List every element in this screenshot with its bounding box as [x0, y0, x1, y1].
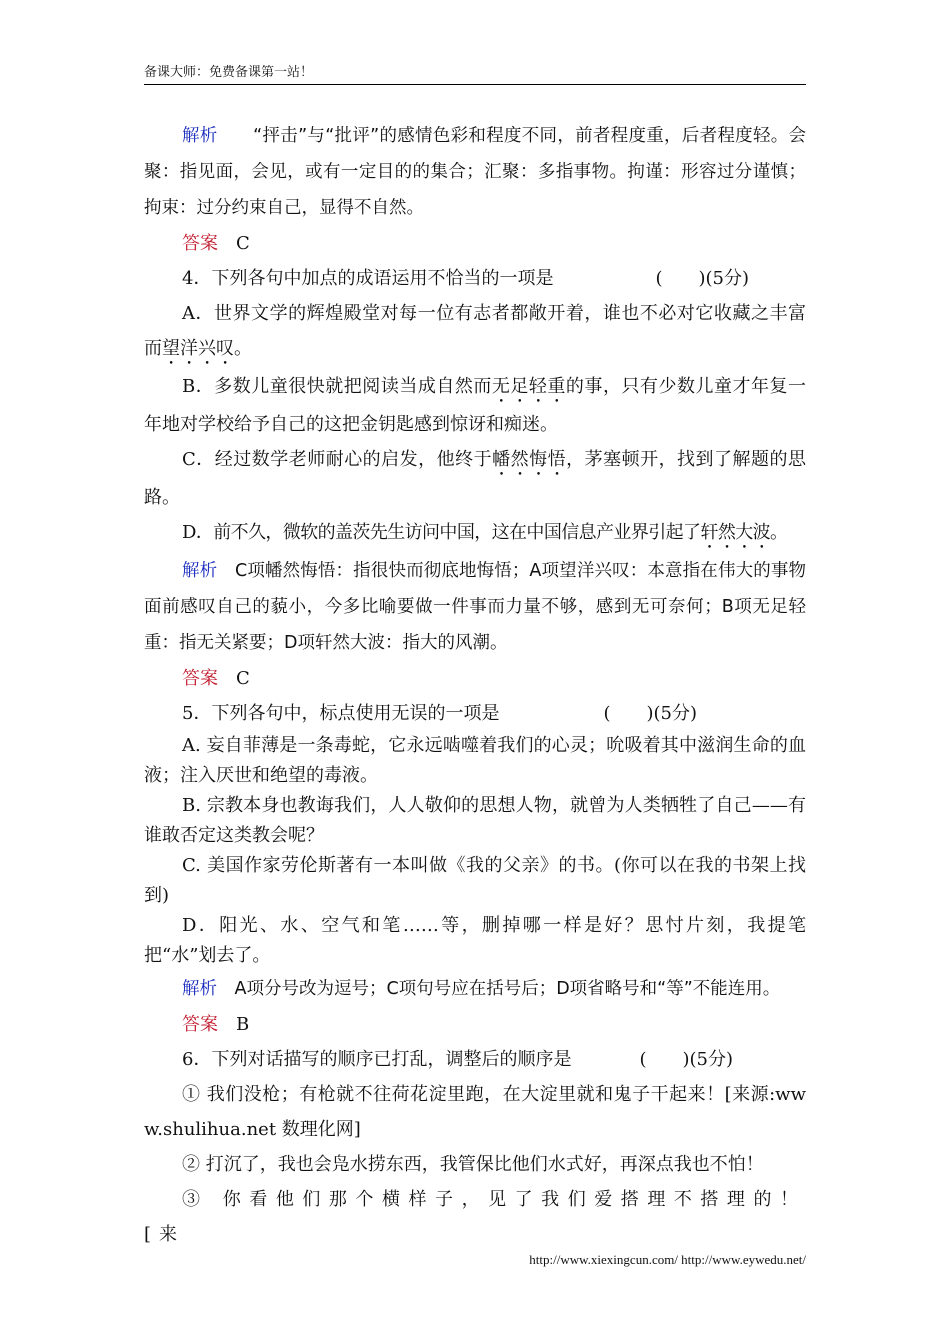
emphasized-idiom: 轩然大波	[700, 522, 771, 543]
q5-answer	[144, 1007, 806, 1042]
q5-score: ( )(5分)	[603, 703, 697, 724]
answer-label: 答案	[182, 668, 218, 689]
q5-answer-value: B	[236, 1014, 250, 1035]
q6-sentence-2: ② 打沉了，我也会凫水捞东西，我管保比他们水式好，再深点我也不怕！	[182, 1154, 764, 1175]
q4-stem-text: 4．下列各句中加点的成语运用不恰当的一项是	[182, 268, 554, 289]
q4-option-c: C．经过数学老师耐心的启发，他终于幡然悔悟，茅塞顿开，找到了解题的思路。	[144, 449, 807, 508]
analysis-label: 解析	[182, 979, 217, 999]
q4-score: ( )(5分)	[655, 268, 749, 289]
q3-answer	[144, 226, 806, 261]
page-header: 备课大师：免费备课第一站！	[144, 62, 806, 85]
q6-sentence-3: ③ 你看他们那个横样子，见了我们爱搭理不搭理的！[来	[144, 1189, 806, 1245]
q4-answer-value: C	[236, 668, 250, 689]
q3-answer-value: C	[236, 233, 250, 254]
emphasized-idiom: 无足轻重	[491, 376, 566, 397]
page-footer: http://www.xiexingcun.com/ http://www.eywedu.net/	[529, 1252, 806, 1267]
answer-label: 答案	[182, 233, 218, 254]
q5-option-b: B. 宗教本身也教诲我们，人人敬仰的思想人物，就曾为人类牺牲了自己——有谁敢否定这类教会呢？	[144, 795, 806, 846]
q5-option-d: D．阳光、水、空气和笔……等，删掉哪一样是好？思忖片刻，我提笔把“水”划去了。	[144, 915, 806, 966]
q5-option-c: C. 美国作家劳伦斯著有一本叫做《我的父亲》的书。(你可以在我的书架上找到)	[144, 855, 806, 906]
q4-stem	[144, 261, 806, 296]
analysis-label: 解析	[182, 126, 218, 146]
q4-answer	[144, 661, 806, 696]
q4-option-a: A．世界文学的辉煌殿堂对每一位有志者都敞开着，谁也不必对它收藏之丰富而望洋兴叹。	[144, 303, 806, 359]
q4-option-b: B．多数儿童很快就把阅读当成自然而无足轻重的事，只有少数儿童才年复一年地对学校给予自己的这把金钥匙感到惊讶和痴迷。	[144, 376, 807, 435]
q6-stem	[144, 1042, 806, 1077]
analysis-label: 解析	[182, 561, 218, 581]
q4-analysis	[144, 553, 806, 661]
q4-option-d: D．前不久，微软的盖茨先生访问中国，这在中国信息产业界引起了轩然大波。	[182, 522, 788, 543]
q3-analysis-text: “抨击”与“批评”的感情色彩和程度不同，前者程度重，后者程度轻。会聚：指见面，会见，或有一定目的的集合；汇聚：多指事物。拘谨：形容过分谨慎；拘束：过分约束自己，显得不自然。	[144, 126, 807, 218]
q6-stem-text: 6．下列对话描写的顺序已打乱，调整后的顺序是	[182, 1049, 572, 1070]
document-body	[144, 118, 806, 1252]
q5-option-a: A. 妄自菲薄是一条毒蛇，它永远啮噬着我们的心灵；吮吸着其中滋润生命的血液；注入厌世和绝望的毒液。	[144, 735, 806, 786]
q5-stem-text: 5．下列各句中，标点使用无误的一项是	[182, 703, 500, 724]
emphasized-idiom: 望洋兴叹	[162, 338, 234, 359]
q5-analysis-text: A项分号改为逗号；C项句号应在括号后；D项省略号和“等”不能连用。	[234, 979, 781, 999]
q4-analysis-text: C项幡然悔悟：指很快而彻底地悔悟；A项望洋兴叹：本意指在伟大的事物面前感叹自己的藐小，今多比喻要做一件事而力量不够，感到无可奈何；B项无足轻重：指无关紧要；D项轩然大波：指大的风潮。	[144, 561, 807, 653]
emphasized-idiom: 幡然悔悟	[492, 449, 567, 470]
q5-stem	[144, 696, 806, 731]
q6-sentence-1: ① 我们没枪；有枪就不往荷花淀里跑，在大淀里就和鬼子干起来！[来源:www.shulihua.net 数理化网]	[144, 1084, 806, 1140]
answer-label: 答案	[182, 1014, 218, 1035]
q3-analysis	[144, 118, 806, 226]
q5-analysis	[144, 971, 806, 1007]
q6-score: ( )(5分)	[639, 1049, 733, 1070]
